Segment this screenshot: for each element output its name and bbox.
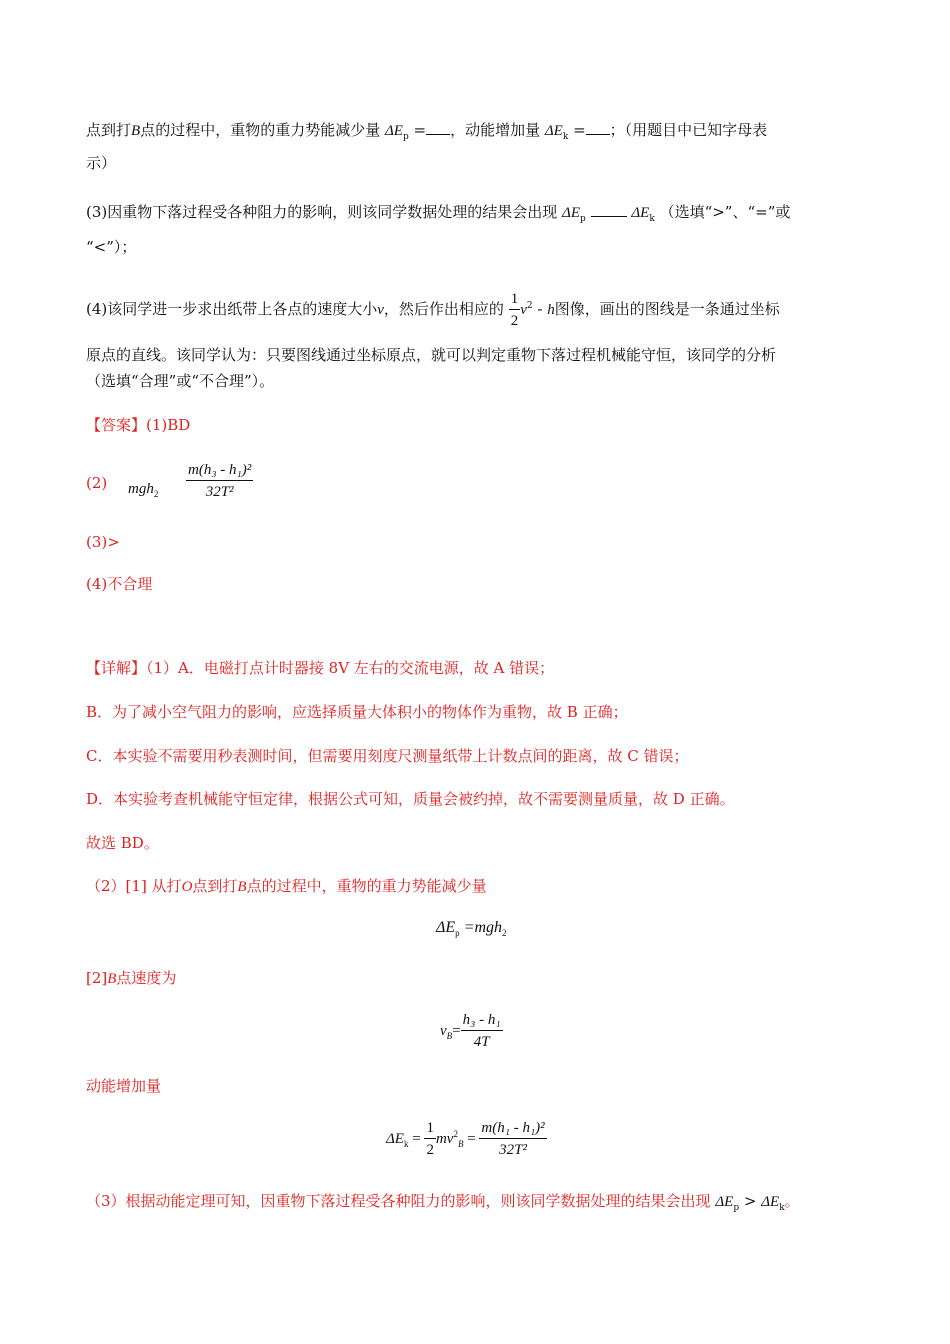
fraction — [186, 460, 253, 503]
text: （2）[1] 从打 — [86, 877, 182, 895]
delta-ek: ΔE — [631, 205, 650, 221]
denominator: 2 — [510, 312, 519, 329]
sub: k — [779, 1203, 785, 1213]
text: =mgh — [463, 919, 503, 936]
fraction — [479, 1118, 546, 1161]
sub: k — [562, 132, 569, 142]
delta-ek: ΔE — [761, 1194, 780, 1210]
text: 点的过程中，重物的重力势能减少量 — [140, 121, 381, 139]
text: mgh — [128, 481, 154, 497]
text: 点到打 — [86, 121, 132, 139]
answer-3: (3)> — [86, 533, 120, 551]
text: ΔE — [436, 919, 456, 936]
text: 图像，画出的图线是一条通过坐标 — [554, 300, 780, 318]
symbol-v: v — [377, 302, 384, 318]
sub: k — [649, 214, 655, 224]
text: 点到打 — [192, 877, 238, 895]
denominator: 4T — [473, 1034, 490, 1050]
delta-ep: ΔE — [562, 205, 581, 221]
text: [2] — [86, 969, 108, 987]
question-line-2: 示） — [86, 154, 117, 172]
text: ，然后作出相应的 — [383, 300, 504, 318]
symbol-b: B — [131, 123, 141, 139]
text: (4)该同学进一步求出纸带上各点的速度大小 — [86, 300, 378, 318]
denominator: 32T² — [205, 484, 234, 500]
detail-1: 【详解】（1）A．电磁打点计时器接 8V 左右的交流电源，故 A 错误； — [86, 659, 555, 677]
equation-1 — [436, 919, 507, 938]
question-3-line-2: “<”）； — [86, 238, 137, 256]
detail-8: 动能增加量 — [86, 1077, 162, 1095]
sup: 2 — [453, 1128, 458, 1139]
answer-2-mgh — [128, 481, 158, 499]
numerator: 1 — [424, 1118, 436, 1139]
question-4-line-3: （选填“合理”或“不合理”）。 — [86, 372, 275, 390]
numerator: 1 — [509, 289, 521, 310]
symbol-h: h — [547, 302, 555, 318]
text: v — [440, 1022, 447, 1039]
sub: p — [402, 132, 409, 142]
answer-2-fraction — [186, 460, 253, 503]
answer-blank — [586, 120, 610, 135]
sub: B — [457, 1138, 464, 1149]
detail-7 — [86, 967, 176, 990]
denominator: 32T² — [499, 1142, 527, 1158]
detail-5: 故选 BD。 — [86, 834, 159, 852]
detail-6 — [86, 875, 487, 898]
sub: p — [580, 214, 586, 224]
minus: - — [537, 300, 543, 318]
fraction — [461, 1010, 503, 1053]
text: 点速度为 — [116, 969, 177, 987]
sub: 2 — [502, 928, 507, 939]
answer-4: (4)不合理 — [86, 575, 153, 593]
sup: 2 — [526, 301, 533, 311]
answer-blank — [426, 120, 450, 135]
text: mv — [435, 1130, 454, 1147]
equals: = — [412, 1130, 421, 1147]
equation-3 — [386, 1118, 547, 1161]
denominator: 2 — [426, 1142, 434, 1158]
sub: k — [403, 1138, 409, 1149]
sub: p — [455, 928, 460, 939]
sub: 2 — [153, 489, 159, 499]
sub: p — [733, 1203, 740, 1213]
question-4-line-2: 原点的直线。该同学认为：只要图线通过坐标原点，就可以判定重物下落过程机械能守恒，该同学的分析 — [86, 346, 777, 364]
symbol-o: O — [181, 879, 193, 895]
text: （3）根据动能定理可知，因重物下落过程受各种阻力的影响，则该同学数据处理的结果会出现 — [86, 1192, 711, 1210]
detail-3: C．本实验不需要用秒表测时间，但需要用刻度尺测量纸带上计数点间的距离，故 C 错误； — [86, 747, 689, 765]
equation-2 — [440, 1010, 503, 1053]
symbol-b: B — [107, 971, 117, 987]
answer-1: 【答案】(1)BD — [86, 416, 191, 434]
delta-ep: ΔE — [384, 123, 403, 139]
question-line-1 — [86, 119, 767, 148]
symbol-v: v — [520, 302, 527, 318]
text: 点的过程中，重物的重力势能减少量 — [246, 877, 487, 895]
numerator: m(h₃ - h₁)² — [186, 460, 253, 481]
equals: = — [452, 1022, 461, 1039]
numerator: m(h₁ - h₁)² — [479, 1118, 546, 1139]
detail-2: B．为了减小空气阻力的影响，应选择质量大体积小的物体作为重物，故 B 正确； — [86, 703, 628, 721]
text: ΔE — [386, 1130, 404, 1147]
fraction-half — [509, 289, 521, 332]
delta-ek: ΔE — [544, 123, 563, 139]
text: ；（用题目中已知字母表 — [609, 121, 768, 139]
fraction-half — [424, 1118, 436, 1161]
equals: = — [467, 1130, 476, 1147]
greater-than: > — [743, 1192, 757, 1210]
text: (3)因重物下落过程受各种阻力的影响，则该同学数据处理的结果会出现 — [86, 203, 558, 221]
equals: = — [413, 121, 427, 139]
sub: B — [446, 1030, 453, 1041]
detail-4: D．本实验考查机械能守恒定律，根据公式可知，质量会被约掉，故不需要测量质量，故 D 正确。 — [86, 790, 735, 808]
period: 。 — [784, 1192, 800, 1210]
text: ，动能增加量 — [450, 121, 541, 139]
delta-ep: ΔE — [715, 1194, 734, 1210]
numerator: h₃ - h₁ — [461, 1010, 503, 1031]
question-3-line-1 — [86, 201, 790, 230]
answer-2-label: (2) — [86, 474, 108, 492]
question-4-line-1 — [86, 284, 780, 332]
answer-blank — [591, 202, 627, 217]
text: （选填“>”、“=”或 — [659, 203, 791, 221]
equals: = — [573, 121, 586, 139]
detail-9 — [86, 1190, 800, 1219]
symbol-b: B — [237, 879, 247, 895]
